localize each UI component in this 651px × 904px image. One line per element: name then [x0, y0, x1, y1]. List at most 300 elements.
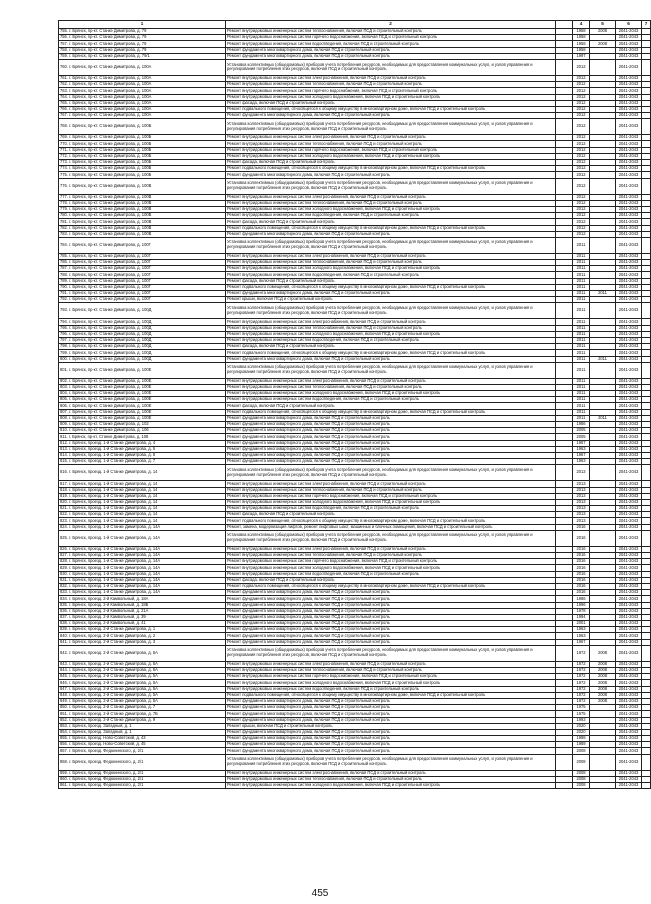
address-cell: 761. г. Брянск, пр-кт. Станке Димитрова, д. 100А	[59, 75, 226, 81]
work-type-cell: Установка коллективных (общедомовых) приборов учета потребления ресурсов, необходимых для предоставления коммунальных услуп, и узлов управления и регулирования потребления этих ресурсов, включая ПСД и строительный контроль	[226, 59, 556, 75]
address: г. Брянск, пр-кт. Станке Димитрова, д. 100Д	[69, 318, 152, 324]
empty-cell	[556, 237, 573, 253]
row-number: 809	[60, 421, 67, 427]
row-number: 799	[60, 349, 67, 355]
planned-period-cell: 2041-2043	[616, 627, 642, 633]
year-cell: 2011	[573, 397, 590, 403]
year-cell: 2020	[573, 729, 590, 735]
address-cell: 768. г. Брянск, пр-кт. Станке Димитрова, д. 100Б	[59, 119, 226, 135]
work-type-cell: Ремонт фундамента многоквартирного дома, включая ПСД и строительный контроль	[226, 440, 556, 446]
address: г. Брянск, пр-кт. Станке Димитрова, д. 100А	[69, 87, 152, 93]
year-cell: 1972	[573, 668, 590, 674]
year-cell: 2008	[573, 748, 590, 754]
year-cell: 2012	[573, 113, 590, 119]
work-type-cell: Ремонт внутридомовых инженерных систем электроснабжения, включая ПСД и строительный контроль	[226, 378, 556, 384]
work-type-cell: Ремонт фундамента многоквартирного дома, включая ПСД и строительный контроль	[226, 47, 556, 53]
row-number: 840	[60, 632, 67, 638]
row-number: 808	[60, 415, 67, 420]
address-cell: 856. г. Брянск, проезд. Ново-Советский, д. 45	[59, 742, 226, 748]
planned-period-cell: 2041-2043	[616, 590, 642, 596]
address-cell: 809. г. Брянск, пр-кт. Станке Димитрова, д. 102	[59, 422, 226, 428]
address: г. Брянск, пр-кт. Станке Димитрова, д. 100Б	[69, 159, 152, 165]
work-type-cell: Ремонт фасада, включая ПСД и строительный контроль	[226, 278, 556, 284]
row-number: 835	[60, 601, 67, 607]
work-type-cell: Установка коллективных (общедомовых) приборов учета потребления ресурсов, необходимых для предоставления коммунальных услуп, и узлов управления и регулирования потребления этих ресурсов, включая ПСД и строительный контроль	[226, 237, 556, 253]
address: г. Брянск, пр-кт. Станке Димитрова, д. 100Г	[69, 284, 151, 289]
address-cell: 799. г. Брянск, пр-кт. Станке Димитрова, д. 100Д	[59, 350, 226, 356]
address-cell: 781. г. Брянск, пр-кт. Станке Димитрова, д. 100В	[59, 219, 226, 225]
address-cell: 772. г. Брянск, пр-кт. Станке Димитрова, д. 100Б	[59, 153, 226, 159]
address: г. Брянск, проезд. 2-й Станке Димитрова, д. 9	[69, 716, 156, 722]
planned-period-cell: 2041-2043	[616, 384, 642, 390]
repair-schedule-table	[58, 20, 651, 789]
last-repair-year-cell	[590, 754, 616, 770]
last-repair-year-cell: 2008	[590, 645, 616, 661]
work-type-cell: Ремонт подвального помещения, относящегося к общему имуществу в многоквартирном доме, включая ПСД и строительный контроль	[226, 583, 556, 589]
work-type-cell: Ремонт подвального помещения, относящегося к общему имуществу в многоквартирном доме, включая ПСД и строительный контроль	[226, 106, 556, 112]
row-number: 841	[60, 638, 67, 644]
row-number: 825	[60, 534, 67, 540]
row-number: 810	[60, 427, 67, 433]
address: г. Брянск, проезд. 1-й Станке Димитрова, д. 14А	[69, 546, 161, 551]
row-number: 833	[60, 589, 67, 595]
address-cell: 808. г. Брянск, пр-кт. Станке Димитрова, д. 100Е	[59, 415, 226, 421]
year-cell: 2012	[573, 172, 590, 178]
address-cell: 777. г. Брянск, пр-кт. Станке Димитрова, д. 100В	[59, 194, 226, 200]
row-number: 776	[60, 182, 67, 188]
address: г. Брянск, проезд. 2-й Камвольный, д. 39	[69, 614, 146, 620]
empty-cell	[642, 754, 651, 770]
planned-period-cell: 2041-2043	[616, 362, 642, 378]
row-number: 757	[60, 40, 67, 46]
address-cell: 815. г. Брянск, проезд. 1-й Станке Димитрова, д. 7	[59, 459, 226, 465]
year-cell: 1972	[573, 692, 590, 698]
year-cell: 2011	[573, 337, 590, 343]
empty-cell	[642, 119, 651, 135]
address: г. Брянск, пр-кт. Станке Димитрова, д. 100Д	[69, 324, 152, 330]
address-cell: 755. г. Брянск, пр-кт. Станке Димитрова, д. 79	[59, 29, 226, 35]
address-cell: 843. г. Брянск, проезд. 2-й Станке Димитрова, д. 5А	[59, 661, 226, 667]
empty-cell	[642, 237, 651, 253]
address: г. Брянск, пр-кт. Станке Димитрова, д. 100Г	[69, 271, 151, 277]
address-cell: 845. г. Брянск, проезд. 2-й Станке Димитрова, д. 5А	[59, 674, 226, 680]
year-cell: 2012	[573, 100, 590, 106]
address: г. Брянск, пр-кт. Станке Димитрова, д. 100Б	[69, 171, 152, 177]
row-number: 853	[60, 722, 67, 728]
header-col-4: 4	[573, 21, 590, 29]
work-type-cell: Ремонт фасада, включая ПСД и строительный контроль	[226, 100, 556, 106]
planned-period-cell: 2041-2043	[616, 53, 642, 59]
address-cell: 830. г. Брянск, проезд. 1-й Станке Димитрова, д. 14А	[59, 571, 226, 577]
row-number: 860	[60, 776, 67, 781]
year-cell: 2011	[573, 378, 590, 384]
row-number: 786	[60, 259, 67, 265]
address: г. Брянск, проезд. Федюнинского, д. 2/1	[69, 769, 144, 775]
address: г. Брянск, проезд. 1-й Станке Димитрова, д. 5	[69, 445, 156, 451]
work-type-cell: Ремонт фундамента многоквартирного дома, включая ПСД и строительный контроль	[226, 705, 556, 711]
empty-cell	[556, 303, 573, 319]
address: г. Брянск, проезд. 1-й Станке Димитрова, д. 14А	[69, 583, 161, 589]
year-cell: 2012	[573, 119, 590, 135]
row-number: 819	[60, 492, 67, 498]
row-number: 847	[60, 685, 67, 691]
planned-period-cell: 2041-2043	[616, 88, 642, 94]
work-type-cell: Ремонт внутридомовых инженерных систем холодного водоснабжения, включая ПСД и строительный контроль	[226, 94, 556, 100]
address-cell: 860. г. Брянск, проезд. Федюнинского, д. 2/1	[59, 776, 226, 782]
work-type-cell: Ремонт фундамента многоквартирного дома, включая ПСД и строительный контроль	[226, 53, 556, 59]
address-cell: 810. г. Брянск, пр-кт. Станке Димитрова, д. 106	[59, 428, 226, 434]
year-cell: 2012	[573, 219, 590, 225]
document-page	[58, 20, 648, 789]
year-cell: 2011	[573, 391, 590, 397]
table-row	[59, 362, 651, 378]
row-number: 789	[60, 277, 67, 283]
address-cell: 769. г. Брянск, пр-кт. Станке Димитрова, д. 100Б	[59, 135, 226, 141]
year-cell: 2011	[573, 278, 590, 284]
planned-period-cell: 2041-2043	[616, 350, 642, 356]
work-type-cell: Ремонт фасада, включая ПСД и строительный контроль	[226, 403, 556, 409]
row-number: 760	[60, 64, 67, 70]
address: г. Брянск, пр-кт. Станке Димитрова, д. 100В	[69, 230, 152, 236]
work-type-cell: Ремонт фасада, включая ПСД и строительный контроль	[226, 160, 556, 166]
planned-period-cell: 2041-2043	[616, 237, 642, 253]
work-type-cell: Ремонт внутридомовых инженерных систем теплоснабжения, включая ПСД и строительный контроль	[226, 776, 556, 782]
address: г. Брянск, пр-кт. Станке Димитрова, д. 100Е	[69, 415, 152, 420]
planned-period-cell: 2041-2043	[616, 119, 642, 135]
planned-period-cell: 2041-2043	[616, 748, 642, 754]
header-col-2: 2	[226, 21, 556, 29]
address-cell: 827. г. Брянск, проезд. 1-й Станке Димитрова, д. 14А	[59, 553, 226, 559]
year-cell: 2012	[573, 141, 590, 147]
address: г. Брянск, проезд. 2-й Станке Димитрова, д. 5А	[69, 673, 158, 679]
planned-period-cell: 2041-2043	[616, 524, 642, 530]
address-cell: 832. г. Брянск, проезд. 1-й Станке Димитрова, д. 14А	[59, 583, 226, 589]
address-cell: 786. г. Брянск, пр-кт. Станке Димитрова, д. 100Г	[59, 260, 226, 266]
year-cell: 1997	[573, 53, 590, 59]
address-cell: 796. г. Брянск, пр-кт. Станке Димитрова, д. 100Д	[59, 331, 226, 337]
work-type-cell: Установка коллективных (общедомовых) приборов учета потребления ресурсов, необходимых для предоставления коммунальных услуп, и узлов управления и регулирования потребления этих ресурсов, включая ПСД и строительный контроль	[226, 530, 556, 546]
work-type-cell: Ремонт внутридомовых инженерных систем электроснабжения, включая ПСД и строительный контроль	[226, 75, 556, 81]
empty-cell	[642, 465, 651, 481]
planned-period-cell: 2041-2043	[616, 403, 642, 409]
address: г. Брянск, проезд. 2-й Станке Димитрова, д. 5А	[69, 667, 158, 673]
planned-period-cell: 2041-2043	[616, 94, 642, 100]
year-cell: 1986	[573, 596, 590, 602]
address: г. Брянск, проезд. 2-й Камвольный, д. 41	[69, 620, 146, 626]
table-row	[59, 645, 651, 661]
year-cell: 2001	[573, 621, 590, 627]
empty-cell	[556, 59, 573, 75]
planned-period-cell: 2041-2043	[616, 680, 642, 686]
address-cell: 819. г. Брянск, проезд. 1-й Станке Димитрова, д. 14	[59, 493, 226, 499]
address-cell: 791. г. Брянск, пр-кт. Станке Димитрова, д. 100Г	[59, 291, 226, 297]
empty-cell	[556, 178, 573, 194]
year-cell: 2016	[573, 565, 590, 571]
year-cell: 1993	[573, 717, 590, 723]
planned-period-cell: 2041-2043	[616, 770, 642, 776]
row-number: 767	[60, 112, 67, 118]
empty-cell	[642, 303, 651, 319]
address-cell: 820. г. Брянск, проезд. 1-й Станке Димитрова, д. 14	[59, 499, 226, 505]
address-cell: 801. г. Брянск, пр-кт. Станке Димитрова, д. 100Е	[59, 362, 226, 378]
year-cell: 1994	[573, 614, 590, 620]
address: г. Брянск, пр-кт. Станке Димитрова, д. 100Д	[69, 337, 152, 343]
row-number: 848	[60, 691, 67, 697]
address: г. Брянск, проезд. Федюнинского, д. 2/1	[69, 758, 144, 764]
address-cell: 834. г. Брянск, проезд. 2-й Камвольный, д. 18А	[59, 596, 226, 602]
row-number: 780	[60, 212, 67, 218]
empty-cell	[556, 783, 573, 789]
row-number: 850	[60, 704, 67, 710]
year-cell: 1963	[573, 633, 590, 639]
work-type-cell: Ремонт фундамента многоквартирного дома, включая ПСД и строительный контроль	[226, 639, 556, 645]
row-number: 803	[60, 384, 67, 390]
planned-period-cell: 2041-2043	[616, 754, 642, 770]
row-number: 815	[60, 458, 67, 464]
year-cell: 1958	[573, 47, 590, 53]
work-type-cell: Ремонт внутридомовых инженерных систем водоотведения, включая ПСД и строительный контроль	[226, 506, 556, 512]
address: г. Брянск, проезд. 1-й Станке Димитрова, д. 14	[69, 486, 158, 492]
address: г. Брянск, проезд. 1-й Станке Димитрова, д. 14	[69, 499, 158, 505]
address-cell: 824. г. Брянск, проезд. 1-й Станке Димитрова, д. 14А	[59, 524, 226, 530]
work-type-cell: Ремонт фундамента многоквартирного дома, включая ПСД и строительный контроль	[226, 717, 556, 723]
address-cell: 857. г. Брянск, проезд. Федюнинского, д. 2/1	[59, 748, 226, 754]
work-type-cell: Ремонт внутридомовых инженерных систем электроснабжения, включая ПСД и строительный контроль	[226, 319, 556, 325]
work-type-cell: Ремонт внутридомовых инженерных систем электроснабжения, включая ПСД и строительный контроль	[226, 194, 556, 200]
address: г. Брянск, пр-кт. Станке Димитрова, д. 100А	[69, 93, 152, 99]
table-row	[59, 754, 651, 770]
work-type-cell: Ремонт фасада, включая ПСД и строительный контроль	[226, 577, 556, 583]
row-number: 856	[60, 741, 67, 747]
year-cell: 2012	[573, 160, 590, 166]
work-type-cell: Установка коллективных (общедомовых) приборов учета потребления ресурсов, необходимых для предоставления коммунальных услуп, и узлов управления и регулирования потребления этих ресурсов, включая ПСД и строительный контроль	[226, 119, 556, 135]
row-number: 763	[60, 87, 67, 93]
address-cell: 823. г. Брянск, проезд. 1-й Станке Димитрова, д. 14	[59, 518, 226, 524]
row-number: 818	[60, 486, 67, 492]
address: г. Брянск, проезд. 1-й Станке Димитрова, д. 14	[69, 469, 158, 475]
address: г. Брянск, пр-кт. Станке Димитрова, д. 100Б	[69, 146, 152, 152]
last-repair-year-cell	[590, 119, 616, 135]
planned-period-cell: 2041-2043	[616, 783, 642, 789]
planned-period-cell: 2041-2043	[616, 160, 642, 166]
last-repair-year-cell	[590, 362, 616, 378]
address-cell: 802. г. Брянск, пр-кт. Станке Димитрова, д. 100Е	[59, 378, 226, 384]
planned-period-cell: 2041-2043	[616, 415, 642, 421]
address-cell: 788. г. Брянск, пр-кт. Станке Димитрова, д. 100Г	[59, 272, 226, 278]
work-type-cell: Ремонт фундамента многоквартирного дома, включая ПСД и строительный контроль	[226, 596, 556, 602]
planned-period-cell: 2041-2043	[616, 692, 642, 698]
table-row	[59, 59, 651, 75]
year-cell: 2011	[573, 272, 590, 278]
year-cell: 1989	[573, 742, 590, 748]
year-cell: 2012	[573, 147, 590, 153]
address-cell: 812. г. Брянск, проезд. 1-й Станке Димитрова, д. 4	[59, 440, 226, 446]
work-type-cell: Ремонт подвального помещения, относящегося к общему имуществу в многоквартирном доме, включая ПСД и строительный контроль	[226, 284, 556, 290]
address: г. Брянск, пр-кт. Станке Димитрова, д. 100Г	[69, 259, 151, 265]
row-number: 844	[60, 667, 67, 673]
row-number: 761	[60, 75, 67, 81]
address-cell: 806. г. Брянск, пр-кт. Станке Димитрова, д. 100Е	[59, 403, 226, 409]
row-number: 849	[60, 698, 67, 704]
address-cell: 826. г. Брянск, проезд. 1-й Станке Димитрова, д. 14А	[59, 546, 226, 552]
header-col-1: 1	[59, 21, 226, 29]
address: г. Брянск, пр-кт. Станке Димитрова, д. 100Б	[69, 134, 152, 140]
address: г. Брянск, пр-кт. Станке Димитрова, д. 100Г	[69, 253, 151, 259]
planned-period-cell: 2041-2043	[616, 278, 642, 284]
row-number: 804	[60, 390, 67, 396]
row-number: 784	[60, 241, 67, 247]
row-number: 772	[60, 153, 67, 158]
address-cell: 782. г. Брянск, пр-кт. Станке Димитрова, д. 100В	[59, 225, 226, 231]
address: г. Брянск, пр-кт. Станке Димитрова, д. 100А	[69, 106, 152, 112]
year-cell: 1963	[573, 627, 590, 633]
work-type-cell: Ремонт подвального помещения, относящегося к общему имуществу в многоквартирном доме, включая ПСД и строительный контроль	[226, 350, 556, 356]
row-number: 814	[60, 452, 67, 458]
address: г. Брянск, пр-кт. Станке Димитрова, д. 100Е	[69, 366, 152, 372]
last-repair-year-cell: 2008	[590, 29, 616, 35]
address: г. Брянск, пр-кт. Станке Димитрова, д. 79	[69, 46, 147, 52]
work-type-cell: Ремонт внутридомовых инженерных систем холодного водоснабжения, включая ПСД и строительный контроль	[226, 680, 556, 686]
work-type-cell: Ремонт внутридомовых инженерных систем электроснабжения, включая ПСД и строительный контроль	[226, 661, 556, 667]
year-cell: 1972	[573, 698, 590, 704]
year-cell: 1967	[573, 639, 590, 645]
address-cell: 844. г. Брянск, проезд. 2-й Станке Димитрова, д. 5А	[59, 668, 226, 674]
empty-cell	[642, 645, 651, 661]
year-cell: 2008	[573, 776, 590, 782]
address: г. Брянск, пр-кт. Станке Димитрова, д. 100Е	[69, 377, 152, 383]
year-cell: 2011	[573, 253, 590, 259]
planned-period-cell: 2041-2043	[616, 272, 642, 278]
planned-period-cell: 2041-2043	[616, 135, 642, 141]
work-type-cell: Ремонт внутридомовых инженерных систем теплоснабжения, включая ПСД и строительный контроль	[226, 553, 556, 559]
work-type-cell: Ремонт внутридомовых инженерных систем водоотведения, включая ПСД и строительный контроль	[226, 41, 556, 47]
address-cell: 758. г. Брянск, пр-кт. Станке Димитрова, д. 79	[59, 47, 226, 53]
year-cell: 2011	[573, 356, 590, 362]
work-type-cell: Ремонт внутридомовых инженерных систем электроснабжения, включая ПСД и строительный контроль	[226, 253, 556, 259]
year-cell: 1958	[573, 35, 590, 41]
planned-period-cell: 2041-2043	[616, 106, 642, 112]
address-cell: 846. г. Брянск, проезд. 2-й Станке Димитрова, д. 5А	[59, 680, 226, 686]
last-repair-year-cell	[590, 178, 616, 194]
row-number: 785	[60, 253, 67, 259]
planned-period-cell: 2041-2043	[616, 325, 642, 331]
planned-period-cell: 2041-2043	[616, 518, 642, 524]
row-number: 797	[60, 337, 67, 343]
planned-period-cell: 2041-2043	[616, 686, 642, 692]
year-cell: 2011	[573, 291, 590, 297]
year-cell: 2020	[573, 723, 590, 729]
address-cell: 836. г. Брянск, проезд. 2-й Камвольный, д. 21А	[59, 608, 226, 614]
row-number: 843	[60, 661, 67, 666]
work-type-cell: Ремонт подвального помещения, относящегося к общему имуществу в многоквартирном доме, включая ПСД и строительный контроль	[226, 518, 556, 524]
year-cell: 2012	[573, 106, 590, 112]
address-cell: 852. г. Брянск, проезд. 2-й Станке Димитрова, д. 9	[59, 717, 226, 723]
address: г. Брянск, проезд. 1-й Станке Димитрова, д. 14А	[69, 576, 161, 582]
planned-period-cell: 2041-2043	[616, 284, 642, 290]
address-cell: 778. г. Брянск, пр-кт. Станке Димитрова, д. 100В	[59, 200, 226, 206]
address: г. Брянск, пр-кт. Станке Димитрова, д. 100В	[69, 193, 152, 199]
row-number: 759	[60, 52, 67, 58]
address-cell: 762. г. Брянск, пр-кт. Станке Димитрова, д. 100А	[59, 82, 226, 88]
work-type-cell: Ремонт внутридомовых инженерных систем теплоснабжения, включая ПСД и строительный контроль	[226, 200, 556, 206]
address: г. Брянск, проезд. 1-й Станке Димитрова, д. 14А	[69, 564, 161, 570]
address: г. Брянск, пр-кт. Станке Димитрова, д. 100Г	[69, 296, 151, 302]
empty-cell	[556, 530, 573, 546]
last-repair-year-cell: 2011	[590, 291, 616, 297]
planned-period-cell: 2041-2043	[616, 705, 642, 711]
header-col-6: 6	[616, 21, 642, 29]
planned-period-cell: 2041-2043	[616, 583, 642, 589]
address: г. Брянск, проезд. 1-й Станке Димитрова, д. 14А	[69, 552, 161, 558]
address: г. Брянск, проезд. Западный, д. 1	[69, 722, 132, 728]
planned-period-cell: 2041-2043	[616, 506, 642, 512]
work-type-cell: Ремонт фундамента многоквартирного дома, включая ПСД и строительный контроль	[226, 415, 556, 421]
work-type-cell: Ремонт фундамента многоквартирного дома, включая ПСД и строительный контроль	[226, 291, 556, 297]
year-cell: 1978	[573, 608, 590, 614]
planned-period-cell: 2041-2043	[616, 776, 642, 782]
planned-period-cell: 2041-2043	[616, 639, 642, 645]
address: г. Брянск, пр-кт. Станке Димитрова, д. 100Д	[69, 307, 152, 313]
planned-period-cell: 2041-2043	[616, 674, 642, 680]
empty-cell	[642, 530, 651, 546]
work-type-cell: Ремонт внутридомовых инженерных систем водоотведения, включая ПСД и строительный контроль	[226, 571, 556, 577]
year-cell: 2011	[573, 344, 590, 350]
planned-period-cell: 2041-2043	[616, 434, 642, 440]
work-type-cell: Ремонт фундамента многоквартирного дома, включая ПСД и строительный контроль	[226, 729, 556, 735]
year-cell: 2016	[573, 577, 590, 583]
address: г. Брянск, пр-кт. Станке Димитрова, д. 100Г	[69, 290, 151, 296]
planned-period-cell: 2041-2043	[616, 178, 642, 194]
address: г. Брянск, проезд. 2-й Станке Димитрова, д. 2	[69, 632, 156, 638]
row-number: 805	[60, 396, 67, 402]
row-number: 828	[60, 558, 67, 564]
empty-cell	[556, 465, 573, 481]
year-cell: 2012	[573, 225, 590, 231]
work-type-cell: Ремонт внутридомовых инженерных систем холодного водоснабжения, включая ПСД и строительный контроль	[226, 206, 556, 212]
planned-period-cell: 2041-2043	[616, 260, 642, 266]
year-cell: 2011	[573, 284, 590, 290]
address: г. Брянск, пр-кт. Станке Димитрова, д. 100Д	[69, 330, 152, 336]
year-cell: 2016	[573, 524, 590, 530]
planned-period-cell: 2041-2043	[616, 219, 642, 225]
address-cell: 811. г. Брянск, пр-кт. Станке Димитрова, д. 108	[59, 434, 226, 440]
last-repair-year-cell: 2011	[590, 415, 616, 421]
row-number: 812	[60, 439, 67, 445]
work-type-cell: Ремонт фундамента многоквартирного дома, включая ПСД и строительный контроль	[226, 711, 556, 717]
row-number: 845	[60, 673, 67, 679]
row-number: 771	[60, 146, 67, 152]
address: г. Брянск, проезд. Ново-Советский, д. 43	[69, 735, 146, 741]
address-cell: 766. г. Брянск, пр-кт. Станке Димитрова, д. 100А	[59, 106, 226, 112]
address: г. Брянск, пр-кт. Станке Димитрова, д. 100А	[69, 64, 152, 70]
address: г. Брянск, пр-кт. Станке Димитрова, д. 100Д	[69, 349, 152, 355]
row-number: 794	[60, 318, 67, 324]
row-number: 842	[60, 649, 67, 655]
address-cell: 787. г. Брянск, пр-кт. Станке Димитрова, д. 100Г	[59, 266, 226, 272]
row-number: 831	[60, 576, 67, 582]
address-cell: 759. г. Брянск, пр-кт. Станке Димитрова, д. 79/1	[59, 53, 226, 59]
address-cell: 850. г. Брянск, проезд. 2-й Станке Димитрова, д. 7	[59, 705, 226, 711]
year-cell: 2011	[573, 325, 590, 331]
address-cell: 794. г. Брянск, пр-кт. Станке Димитрова, д. 100Д	[59, 319, 226, 325]
address-cell: 756. г. Брянск, пр-кт. Станке Димитрова, д. 79	[59, 35, 226, 41]
address-cell: 818. г. Брянск, проезд. 1-й Станке Димитрова, д. 14	[59, 487, 226, 493]
address: г. Брянск, проезд. 2-й Станке Димитрова, д. 1	[69, 626, 156, 632]
row-number: 774	[60, 165, 67, 171]
row-number: 775	[60, 171, 67, 177]
empty-cell	[642, 783, 651, 789]
work-type-cell: Ремонт внутридомовых инженерных систем холодного водоснабжения, включая ПСД и строительный контроль	[226, 266, 556, 272]
